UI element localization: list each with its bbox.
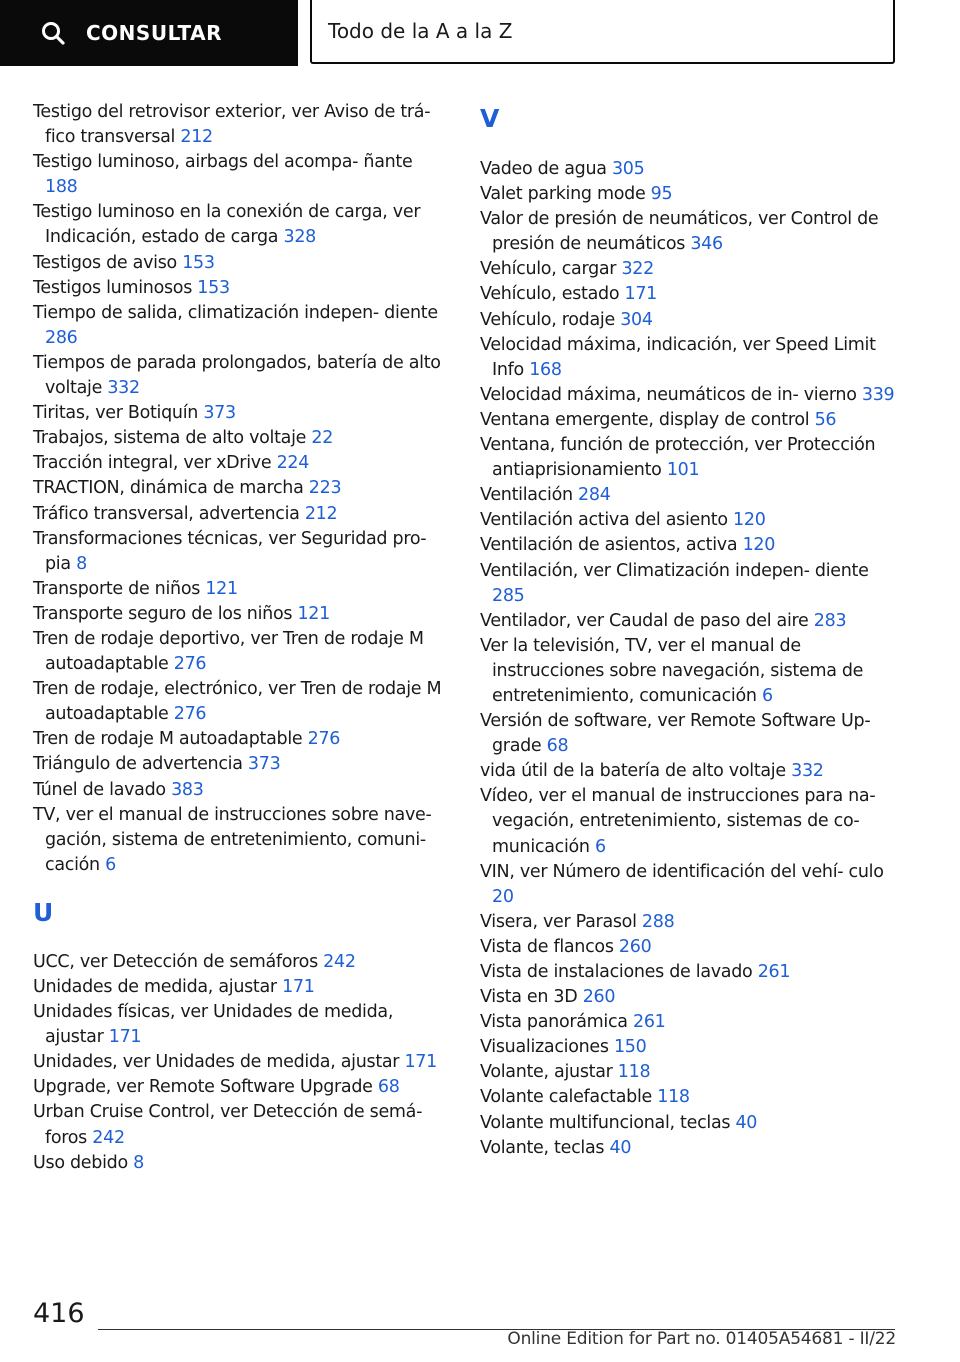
index-entry (33, 351, 448, 401)
index-entry-text: Testigo luminoso en la conexión de carga, ver Indicación, estado de carga (33, 202, 421, 248)
index-entry-text: Túnel de lavado (33, 779, 166, 800)
page-reference-link[interactable]: 332 (107, 378, 140, 399)
search-icon (40, 20, 66, 46)
page-reference-link[interactable]: 328 (283, 227, 317, 248)
page-reference-link[interactable]: 373 (203, 403, 236, 424)
index-entry (480, 985, 895, 1010)
index-entry (480, 784, 895, 859)
index-entry-text: Versión de software, ver Remote Software Up‐ grade (480, 711, 871, 757)
index-entry-text: Vadeo de agua (480, 159, 607, 179)
page-reference-link[interactable]: 276 (173, 704, 207, 725)
index-list-u (33, 950, 448, 1176)
index-entry-text: Tiempos de parada prolongados, batería de alto voltaje (33, 352, 441, 399)
index-entry (480, 257, 895, 282)
index-entry-text: Testigos de aviso (33, 252, 177, 273)
index-entry-text: Volante calefactable (480, 1087, 652, 1108)
page-reference-link[interactable]: 322 (621, 259, 654, 280)
index-entry (480, 333, 895, 383)
index-entry (480, 759, 895, 784)
index-entry-text: Vista de flancos (480, 936, 614, 957)
page-reference-link[interactable]: 6 (595, 836, 606, 857)
index-list-t (33, 100, 448, 878)
index-entry-text: Transporte seguro de los niños (33, 603, 293, 624)
index-entry (33, 502, 448, 527)
index-entry (480, 634, 895, 709)
page-reference-link[interactable]: 242 (92, 1127, 125, 1148)
page-reference-link[interactable]: 332 (791, 761, 824, 782)
index-entry-text: Vista panorámica (480, 1012, 628, 1033)
index-entry-text: Urban Cruise Control, ver Detección de semá‐ foros (33, 1102, 423, 1148)
page-reference-link[interactable]: 171 (108, 1027, 142, 1048)
page-reference-link[interactable]: 118 (657, 1087, 690, 1108)
page-reference-link[interactable]: 212 (304, 503, 338, 524)
index-entry (480, 709, 895, 759)
index-entry (33, 727, 448, 752)
index-entry (480, 483, 895, 508)
index-entry-text: Vehículo, cargar (480, 259, 617, 280)
index-entry (33, 577, 448, 602)
index-entry (480, 508, 895, 533)
index-entry (33, 100, 448, 150)
page-reference-link[interactable]: 153 (182, 252, 215, 273)
page-reference-link[interactable]: 8 (133, 1152, 144, 1173)
page-reference-link[interactable]: 283 (813, 610, 847, 631)
index-entry (480, 910, 895, 935)
index-entry (480, 1010, 895, 1035)
index-entry (33, 200, 448, 250)
index-entry-text: Uso debido (33, 1152, 128, 1173)
index-entry (480, 408, 895, 433)
index-entry-text: TV, ver el manual de instrucciones sobre nave‐ gación, sistema de entretenimiento, comuni‐ cación (33, 804, 432, 875)
index-entry (33, 301, 448, 351)
index-entry (33, 1151, 448, 1176)
index-entry-text: Vídeo, ver el manual de instrucciones para na‐ vegación, entretenimiento, sistemas de co‐ municación (480, 786, 876, 857)
consult-label: CONSULTAR (86, 21, 222, 45)
page-reference-link[interactable]: 6 (105, 854, 116, 875)
index-entry (480, 157, 895, 182)
index-entry (480, 935, 895, 960)
page-reference-link[interactable]: 168 (529, 359, 562, 380)
page-reference-link[interactable]: 305 (611, 159, 645, 179)
page-reference-link[interactable]: 171 (282, 977, 315, 997)
index-entry (33, 1000, 448, 1050)
index-entry (480, 1060, 895, 1085)
page-reference-link[interactable]: 223 (308, 478, 342, 499)
index-entry-text: Vista de instalaciones de lavado (480, 962, 753, 982)
index-entry (33, 778, 448, 803)
index-entry-text: Ventilador, ver Caudal de paso del aire (480, 610, 809, 631)
page-reference-link[interactable]: 242 (323, 951, 356, 972)
page-reference-link[interactable]: 276 (173, 654, 207, 675)
page-reference-link[interactable]: 261 (757, 962, 791, 982)
index-entry-text: Visualizaciones (480, 1037, 609, 1058)
index-entry-text: Ventana emergente, display de control (480, 409, 810, 430)
index-entry (480, 860, 895, 910)
page-reference-link[interactable]: 339 (861, 384, 895, 405)
index-entry-text: Valor de presión de neumáticos, ver Control de presión de neumáticos (480, 209, 879, 255)
index-entry (33, 677, 448, 727)
index-entry-text: Volante multifuncional, teclas (480, 1112, 731, 1133)
page-reference-link[interactable]: 276 (307, 729, 341, 750)
index-entry-text: Triángulo de advertencia (33, 754, 243, 775)
index-entry-text: Tren de rodaje, electrónico, ver Tren de rodaje M autoadaptable (33, 679, 442, 725)
index-entry-text: Velocidad máxima, neumáticos de in‐ vierno (480, 384, 857, 405)
index-entry-text: Transporte de niños (33, 578, 201, 599)
index-entry-text: Tráfico transversal, advertencia (33, 503, 300, 524)
page-reference-link[interactable]: 40 (735, 1112, 758, 1133)
page-reference-link[interactable]: 6 (761, 685, 773, 706)
index-entry-text: Unidades de medida, ajustar (33, 977, 277, 997)
index-entry-text: Volante, ajustar (480, 1062, 613, 1083)
index-entry (480, 960, 895, 985)
page-reference-link[interactable]: 285 (492, 585, 525, 606)
page-reference-link[interactable]: 56 (814, 409, 837, 430)
page-reference-link[interactable]: 346 (690, 234, 723, 255)
index-entry (33, 803, 448, 878)
page-reference-link[interactable]: 40 (609, 1137, 632, 1158)
page-reference-link[interactable]: 171 (404, 1052, 437, 1073)
index-entry-text: Ver la televisión, TV, ver el manual de instrucciones sobre navegación, sistema de entretenimiento, comunicación (480, 635, 864, 706)
index-entry-text: Testigo del retrovisor exterior, ver Aviso de trá‐ fico transversal (33, 102, 431, 148)
index-entry-text: Ventilación (480, 485, 573, 506)
tab-a-to-z[interactable] (310, 0, 895, 64)
index-entry (33, 426, 448, 451)
index-entry-text: Ventilación de asientos, activa (480, 535, 738, 556)
index-entry (33, 150, 448, 200)
index-entry-text: Ventana, función de protección, ver Protección antiaprisionamiento (480, 435, 876, 481)
index-entry-text: vida útil de la batería de alto voltaje (480, 761, 786, 782)
letter-heading-u: U (33, 897, 54, 927)
page-reference-link[interactable]: 212 (180, 127, 213, 148)
page-reference-link[interactable]: 288 (641, 911, 675, 932)
page-reference-link[interactable]: 260 (582, 987, 616, 1008)
page-reference-link[interactable]: 153 (197, 277, 230, 298)
index-entry-text: Tiempo de salida, climatización indepen‐ diente (33, 302, 438, 323)
index-entry-text: Vehículo, rodaje (480, 309, 615, 330)
index-entry-text: VIN, ver Número de identificación del vehí‐ culo (480, 861, 884, 882)
index-entry-text: Tren de rodaje deportivo, ver Tren de rodaje M autoadaptable (33, 628, 424, 675)
edition-footer: Online Edition for Part no. 01405A54681 - II/22 (507, 1329, 896, 1349)
index-entry-text: Tren de rodaje M autoadaptable (33, 729, 303, 750)
page-reference-link[interactable]: 284 (578, 485, 611, 506)
index-entry (33, 1050, 448, 1075)
page-reference-link[interactable]: 8 (76, 553, 87, 574)
page-reference-link[interactable]: 118 (617, 1062, 651, 1083)
index-entry (33, 602, 448, 627)
index-entry (480, 609, 895, 634)
page-reference-link[interactable]: 120 (733, 510, 766, 531)
page-reference-link[interactable]: 188 (45, 177, 78, 198)
page-reference-link[interactable]: 286 (45, 327, 78, 348)
index-entry (33, 975, 448, 1000)
page-reference-link[interactable]: 260 (618, 936, 652, 957)
index-entry (480, 1085, 895, 1110)
index-entry (33, 476, 448, 501)
index-entry (480, 308, 895, 333)
page-reference-link[interactable]: 373 (247, 754, 281, 775)
index-entry-text: Visera, ver Parasol (480, 911, 637, 932)
index-entry (480, 282, 895, 307)
index-entry (480, 433, 895, 483)
index-entry (33, 527, 448, 577)
page-reference-link[interactable]: 20 (492, 886, 514, 907)
page-reference-link[interactable]: 22 (311, 428, 334, 449)
consult-button[interactable] (0, 0, 298, 66)
index-entry-text: Transformaciones técnicas, ver Seguridad pro‐ pia (33, 528, 427, 574)
page-reference-link[interactable]: 68 (546, 736, 569, 757)
index-entry (480, 383, 895, 408)
page-reference-link[interactable]: 171 (624, 284, 658, 305)
index-entry-text: Upgrade, ver Remote Software Upgrade (33, 1077, 373, 1098)
page-reference-link[interactable]: 224 (276, 453, 310, 474)
index-entry (33, 451, 448, 476)
index-entry (33, 401, 448, 426)
index-entry-text: Tracción integral, ver xDrive (33, 453, 272, 474)
index-entry (33, 1100, 448, 1150)
page-number: 416 (33, 1298, 85, 1329)
top-navigation (0, 0, 960, 66)
page-reference-link[interactable]: 261 (632, 1012, 666, 1033)
index-entry (33, 950, 448, 975)
index-entry (480, 207, 895, 257)
index-entry-text: Valet parking mode (480, 184, 646, 205)
index-entry-text: TRACTION, dinámica de marcha (33, 478, 304, 499)
index-entry (480, 1136, 895, 1161)
page-reference-link[interactable]: 150 (613, 1037, 647, 1058)
index-entry (480, 182, 895, 207)
letter-heading-v: V (480, 104, 500, 133)
index-entry (33, 752, 448, 777)
page-reference-link[interactable]: 121 (297, 603, 330, 624)
index-entry-text: Volante, teclas (480, 1137, 605, 1158)
page-reference-link[interactable]: 101 (666, 460, 700, 481)
index-entry (480, 559, 895, 609)
index-entry-text: Vehículo, estado (480, 284, 620, 305)
page-reference-link[interactable]: 121 (205, 578, 238, 599)
index-entry-text: Testigos luminosos (33, 277, 193, 298)
index-entry-text: Tiritas, ver Botiquín (33, 403, 199, 424)
index-entry (33, 276, 448, 301)
index-entry-text: Vista en 3D (480, 987, 578, 1008)
index-entry (33, 1075, 448, 1100)
index-entry (480, 1111, 895, 1136)
page-reference-link[interactable]: 304 (620, 309, 653, 330)
page-reference-link[interactable]: 120 (742, 535, 776, 556)
index-entry (33, 251, 448, 276)
index-column-right (480, 100, 895, 1161)
page-reference-link[interactable]: 383 (171, 779, 204, 800)
index-list-v (480, 157, 895, 1161)
page-reference-link[interactable]: 95 (650, 184, 673, 205)
index-entry-text: Testigo luminoso, airbags del acompa‐ ñante (33, 152, 413, 173)
index-entry-text: Velocidad máxima, indicación, ver Speed Limit Info (480, 334, 876, 380)
index-entry-text: Unidades físicas, ver Unidades de medida, ajustar (33, 1002, 394, 1048)
index-entry (480, 1035, 895, 1060)
tab-a-to-z-label: Todo de la A a la Z (328, 19, 513, 43)
index-entry-text: Ventilación activa del asiento (480, 510, 728, 531)
index-entry-text: UCC, ver Detección de semáforos (33, 951, 318, 972)
index-entry-text: Trabajos, sistema de alto voltaje (33, 428, 307, 449)
index-entry (480, 533, 895, 558)
index-entry (33, 627, 448, 677)
index-column-left (33, 100, 448, 1176)
index-entry-text: Ventilación, ver Climatización indepen‐ diente (480, 560, 869, 581)
index-entry-text: Unidades, ver Unidades de medida, ajustar (33, 1052, 400, 1073)
page-reference-link[interactable]: 68 (377, 1077, 400, 1098)
